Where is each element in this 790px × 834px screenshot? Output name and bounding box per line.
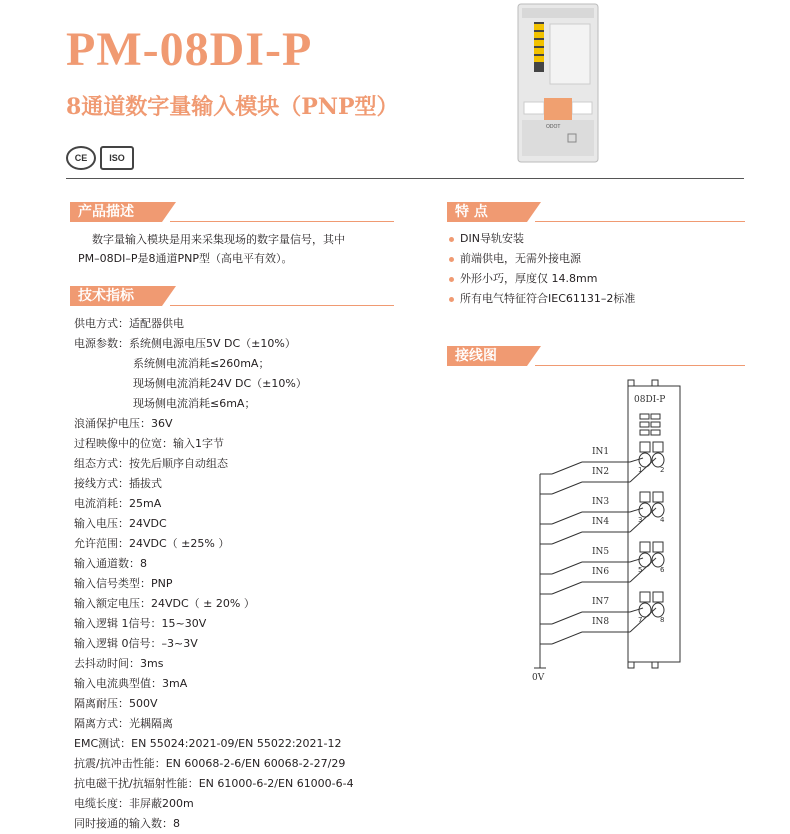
terminal-box [640,592,650,602]
terminal-number: 2 [660,466,665,474]
input-wire [630,508,656,532]
switch-contact [552,562,582,574]
terminal-box [653,592,663,602]
input-wire [630,458,656,482]
spec-row: 组态方式：按先后顺序自动组态 [74,457,228,470]
spec-row: 输入信号类型：PNP [74,577,173,590]
input-label: IN7 [592,597,610,607]
terminal-number: 1 [638,466,643,474]
spec-row: 现场侧电流消耗24V DC（±10%） [133,377,307,390]
terminal-number: 8 [660,616,665,624]
specs-section-header [70,286,394,306]
bullet-icon [449,297,454,302]
terminal-box [640,492,650,502]
terminal-number: 7 [638,616,643,624]
spec-row: 电源参数：系统侧电源电压5V DC（±10%） [74,337,296,350]
switch-contact [552,482,582,494]
switch-contact [552,512,582,524]
terminal-number: 6 [660,566,665,574]
description-line-1: 数字量输入模块是用来采集现场的数字量信号，其中 [92,233,345,246]
input-label: IN3 [592,497,610,507]
input-label: IN5 [592,547,610,557]
spec-row: 抗电磁干扰/抗辐射性能：EN 61000-6-2/EN 61000-6-4 [74,777,354,790]
input-label: IN6 [592,567,610,577]
wiring-section-header [447,346,745,366]
input-wire [630,558,643,562]
spec-row: 输入额定电压：24VDC（ ± 20% ） [74,597,255,610]
feature-item: 前端供电，无需外接电源 [449,249,581,269]
wiring-diagram [520,378,690,688]
spec-row: 接线方式：插拔式 [74,477,162,490]
spec-row: 输入逻辑 1信号：15~30V [74,617,207,630]
spec-row: 输入逻辑 0信号：–3~3V [74,637,198,650]
spec-row: EMC测试：EN 55024:2021-09/EN 55022:2021-12 [74,737,342,750]
product-image [510,2,606,166]
spec-row: 输入电压：24VDC [74,517,167,530]
spec-row: 系统侧电流消耗≤260mA； [133,357,270,370]
page-title: PM-08DI-P [66,23,313,76]
description-section-header [70,202,394,222]
wiring-heading: 接线图 [455,348,497,364]
page-subtitle: 8通道数字量输入模块（PNP型） [66,94,399,120]
switch-contact [552,582,582,594]
input-label: IN8 [592,617,610,627]
spec-row: 抗震/抗冲击性能：EN 60068-2-6/EN 60068-2-27/29 [74,757,346,770]
input-wire [630,558,656,582]
terminal-box [640,542,650,552]
spec-row: 隔离耐压：500V [74,697,158,710]
product-brand: ODOT [546,124,561,130]
terminal-box [653,442,663,452]
bullet-icon [449,277,454,282]
terminal-box [653,542,663,552]
spec-row: 现场侧电流消耗≤6mA； [133,397,256,410]
switch-contact [552,632,582,644]
terminal-number: 5 [638,566,643,574]
spec-row: 电缆长度：非屏蔽200m [74,797,194,810]
spec-row: 输入通道数：8 [74,557,147,570]
ground-label: 0V [532,673,545,683]
spec-row: 同时接通的输入数：8 [74,817,180,830]
feature-item: 外形小巧，厚度仅 14.8mm [449,269,597,289]
ce-mark-icon: CE [66,146,96,170]
input-label: IN1 [592,447,610,457]
switch-contact [552,532,582,544]
input-wire [630,608,656,632]
spec-row: 去抖动时间：3ms [74,657,164,670]
features-heading: 特 点 [455,204,488,220]
spec-row: 供电方式：适配器供电 [74,317,184,330]
description-heading: 产品描述 [78,204,134,220]
switch-contact [552,462,582,474]
module-label: 08DI-P [634,395,666,405]
spec-row: 电流消耗：25mA [74,497,162,510]
terminal-box [653,492,663,502]
bullet-icon [449,237,454,242]
spec-row: 隔离方式：光耦隔离 [74,717,173,730]
input-wire [630,508,643,512]
specs-heading: 技术指标 [78,288,134,304]
input-wire [630,458,643,462]
spec-row: 允许范围：24VDC（ ±25% ） [74,537,230,550]
terminal-box [640,442,650,452]
terminal-number: 3 [638,516,643,524]
spec-row: 浪涌保护电压：36V [74,417,173,430]
description-line-2: PM–08DI–P是8通道PNP型（高电平有效）。 [78,252,293,265]
input-label: IN4 [592,517,610,527]
spec-row: 过程映像中的位宽：输入1字节 [74,437,224,450]
bullet-icon [449,257,454,262]
feature-item: 所有电气特征符合IEC61131–2标准 [449,289,635,309]
feature-item: DIN导轨安装 [449,229,524,249]
features-section-header [447,202,745,222]
certification-marks [66,146,134,170]
terminal-number: 4 [660,516,665,524]
spec-row: 输入电流典型值：3mA [74,677,188,690]
iso-mark-icon: ISO [100,146,134,170]
switch-contact [552,612,582,624]
input-label: IN2 [592,467,610,477]
input-wire [630,608,643,612]
header-divider [66,178,744,179]
